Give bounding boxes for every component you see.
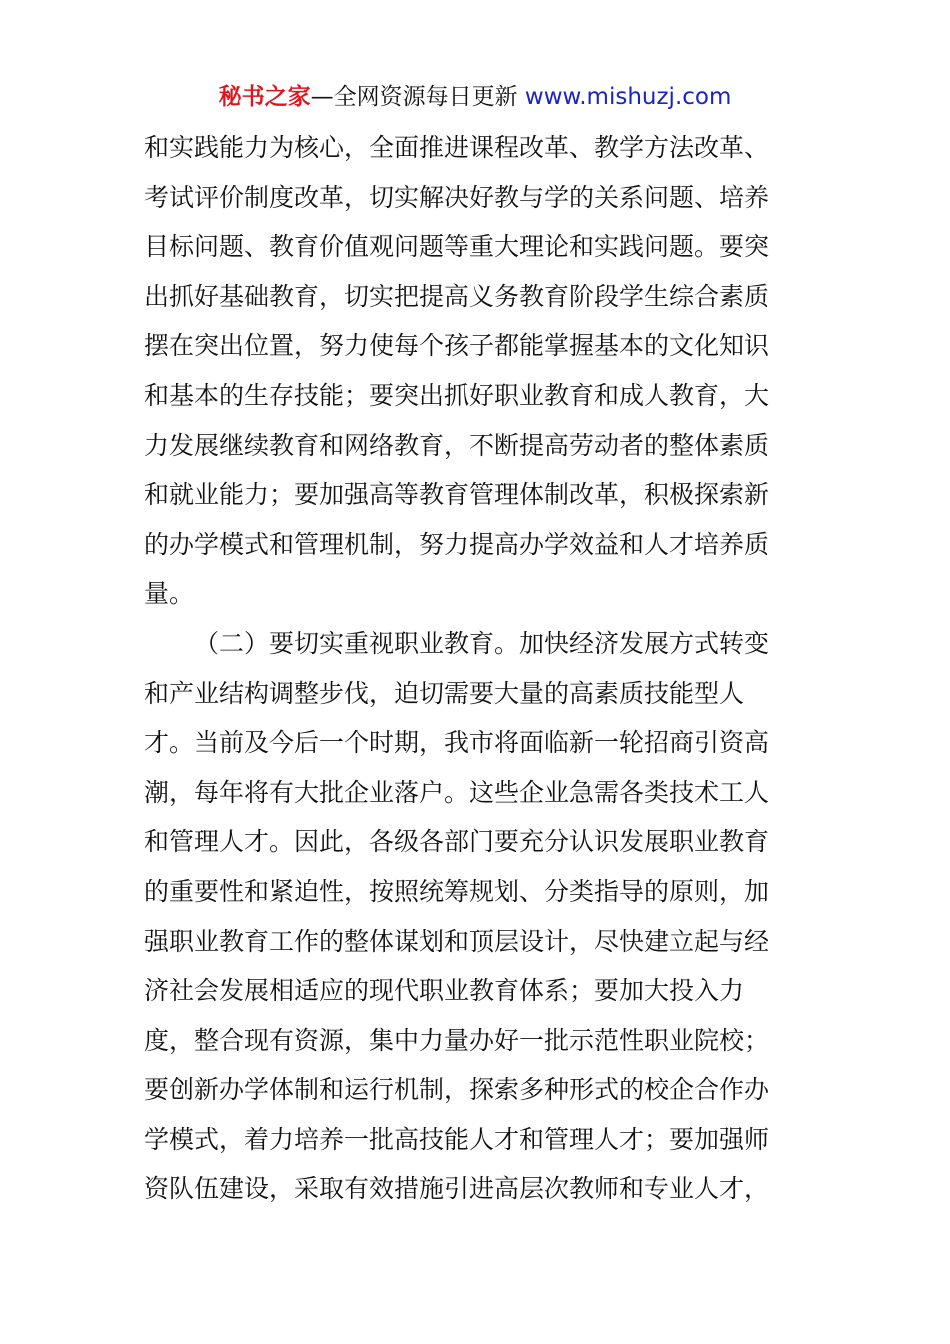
text-line: 潮，每年将有大批企业落户。这些企业急需各类技术工人 bbox=[144, 777, 770, 807]
text-line: 量。 bbox=[144, 579, 195, 609]
document-body bbox=[144, 123, 824, 1214]
text-line: 要创新办学体制和运行机制，探索多种形式的校企合作办 bbox=[144, 1075, 770, 1105]
section-heading-line: （二）要切实重视职业教育。加快经济发展方式转变 bbox=[194, 628, 770, 658]
text-line: 和产业结构调整步伐，迫切需要大量的高素质技能型人 bbox=[144, 678, 745, 708]
text-line: 目标问题、教育价值观问题等重大理论和实践问题。要突 bbox=[144, 232, 770, 262]
text-line: 和基本的生存技能；要突出抓好职业教育和成人教育，大 bbox=[144, 380, 770, 410]
text-line: 出抓好基础教育，切实把提高义务教育阶段学生综合素质 bbox=[144, 281, 770, 311]
text-line: 度，整合现有资源，集中力量办好一批示范性职业院校； bbox=[144, 1025, 770, 1055]
text-line: 资队伍建设，采取有效措施引进高层次教师和专业人才， bbox=[144, 1174, 770, 1204]
text-line: 强职业教育工作的整体谋划和顶层设计，尽快建立起与经 bbox=[144, 926, 770, 956]
text-line: 济社会发展相适应的现代职业教育体系；要加大投入力 bbox=[144, 976, 745, 1006]
text-line: 和就业能力；要加强高等教育管理体制改革，积极探索新 bbox=[144, 480, 770, 510]
text-line: 考试评价制度改革，切实解决好教与学的关系问题、培养 bbox=[144, 182, 770, 212]
site-url-link[interactable]: www.mishuzj.com bbox=[524, 84, 732, 110]
header-tagline: —全网资源每日更新 bbox=[310, 84, 525, 110]
text-line: 的办学模式和管理机制，努力提高办学效益和人才培养质 bbox=[144, 529, 770, 559]
text-line: 的重要性和紧迫性，按照统筹规划、分类指导的原则，加 bbox=[144, 876, 770, 906]
text-line: 才。当前及今后一个时期，我市将面临新一轮招商引资高 bbox=[144, 728, 770, 758]
text-line: 摆在突出位置，努力使每个孩子都能掌握基本的文化知识 bbox=[144, 331, 770, 361]
text-line: 和实践能力为核心，全面推进课程改革、教学方法改革、 bbox=[144, 133, 770, 162]
text-line: 学模式，着力培养一批高技能人才和管理人才；要加强师 bbox=[144, 1124, 770, 1154]
text-line: 和管理人才。因此，各级各部门要充分认识发展职业教育 bbox=[144, 827, 770, 857]
page-header bbox=[0, 80, 950, 114]
text-line: 力发展继续教育和网络教育，不断提高劳动者的整体素质 bbox=[144, 430, 770, 460]
brand-name: 秘书之家 bbox=[218, 84, 311, 110]
